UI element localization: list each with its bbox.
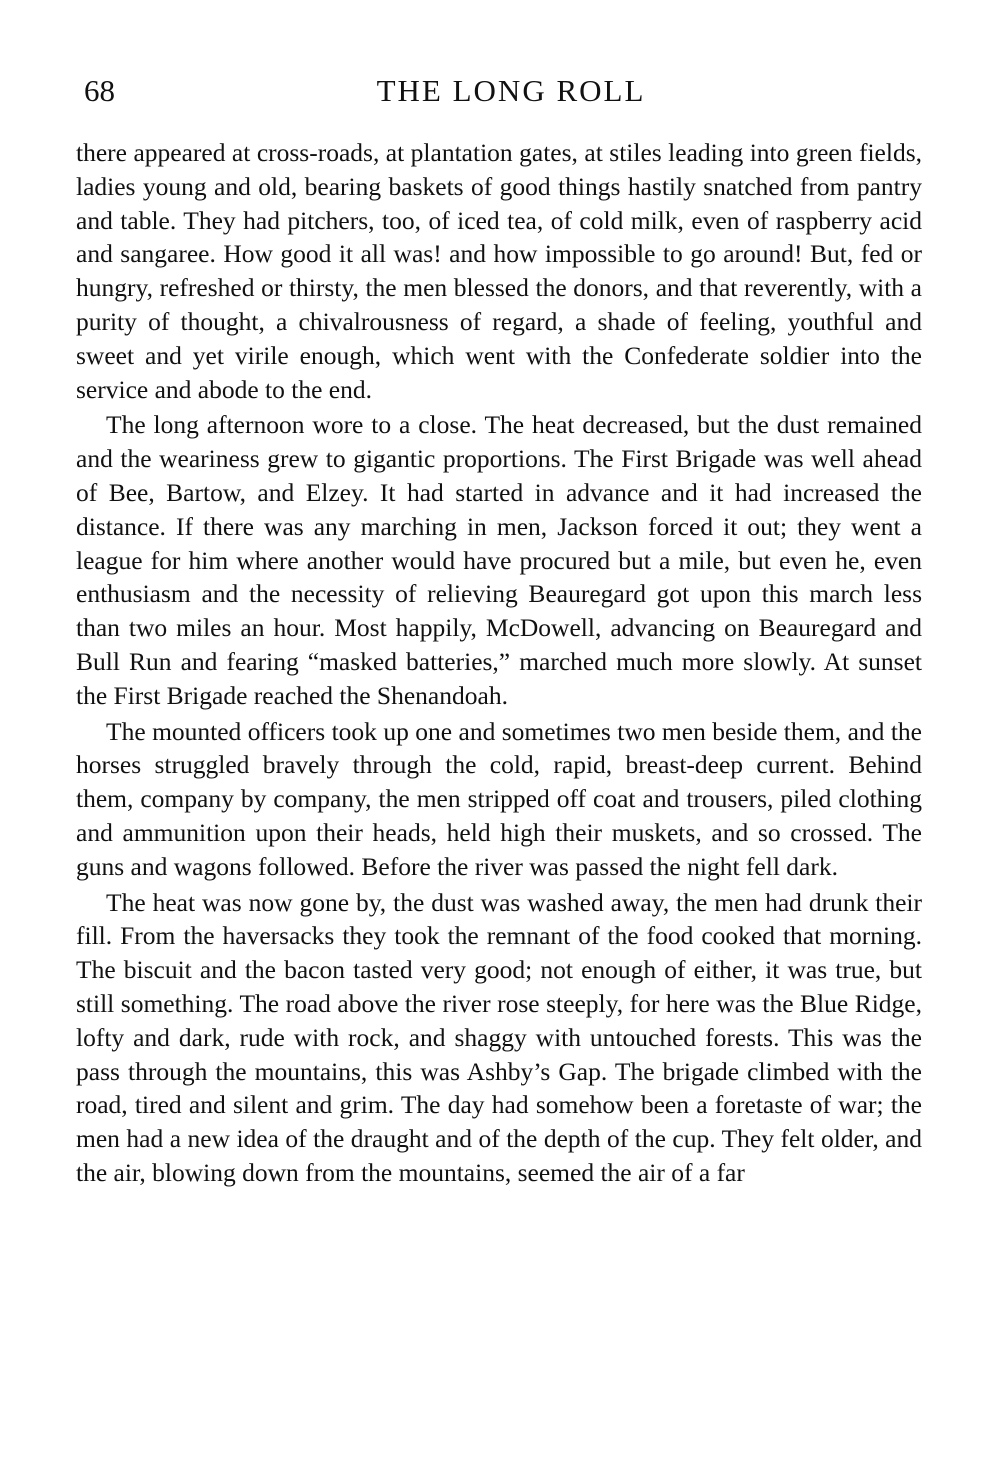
book-title: THE LONG ROLL xyxy=(376,73,646,108)
paragraph-3: The mounted officers took up one and sometimes two men beside them, and the horses struggled bravely through the cold, rapid, breast-deep current. Behind them, company by company, the men stripped off coat and trousers, piled clothing and ammunition upon their heads, held high their muskets, and so crossed. The guns and wagons followed. Before the river was passed the night fell dark. xyxy=(76,716,922,881)
page-number: 68 xyxy=(84,73,115,108)
paragraph-4: The heat was now gone by, the dust was washed away, the men had drunk their fill. From the haversacks they took the remnant of the food cooked that morning. The biscuit and the bacon tasted very good; not enough of either, it was true, but still something. The road above the river rose steeply, for here was the Blue Ridge, lofty and dark, rude with rock, and shaggy with untouched forests. This was the pass through the mountains, this was Ashby’s Gap. The brigade climbed with the road, tired and silent and grim. The day had somehow been a foretaste of war; the men had a new idea of the draught and of the depth of the cup. They felt older, and the air, blowing down from the mountains, seemed the air of a far xyxy=(76,887,922,1187)
paragraph-1: there appeared at cross-roads, at plantation gates, at stiles leading into green fields, ladies young and old, bearing baskets of good things hastily snatched from pantry and table. They had pitchers, too, of iced tea, of cold milk, even of raspberry acid and sangaree. How good it all was! and how impossible to go around! But, fed or hungry, refreshed or thirsty, the men blessed the donors, and that reverently, with a purity of thought, a chivalrousness of regard, a shade of feeling, youthful and sweet and yet virile enough, which went with the Confederate soldier into the service and abode to the end. xyxy=(76,138,922,404)
body-text xyxy=(76,136,922,1190)
paragraph-2: The long afternoon wore to a close. The heat decreased, but the dust remained and the weariness grew to gigantic proportions. The First Brigade was well ahead of Bee, Bartow, and Elzey. It had started in advance and it had increased the distance. If there was any marching in men, Jackson forced it out; they went a league for him where another would have procured but a mile, but even he, even enthusiasm and the necessity of relieving Beauregard got upon this march less than two miles an hour. Most happily, McDowell, advancing on Beauregard and Bull Run and fearing “masked batteries,” marched much more slowly. At sunset the First Brigade reached the Shenandoah. xyxy=(76,410,922,710)
running-head xyxy=(84,68,924,114)
